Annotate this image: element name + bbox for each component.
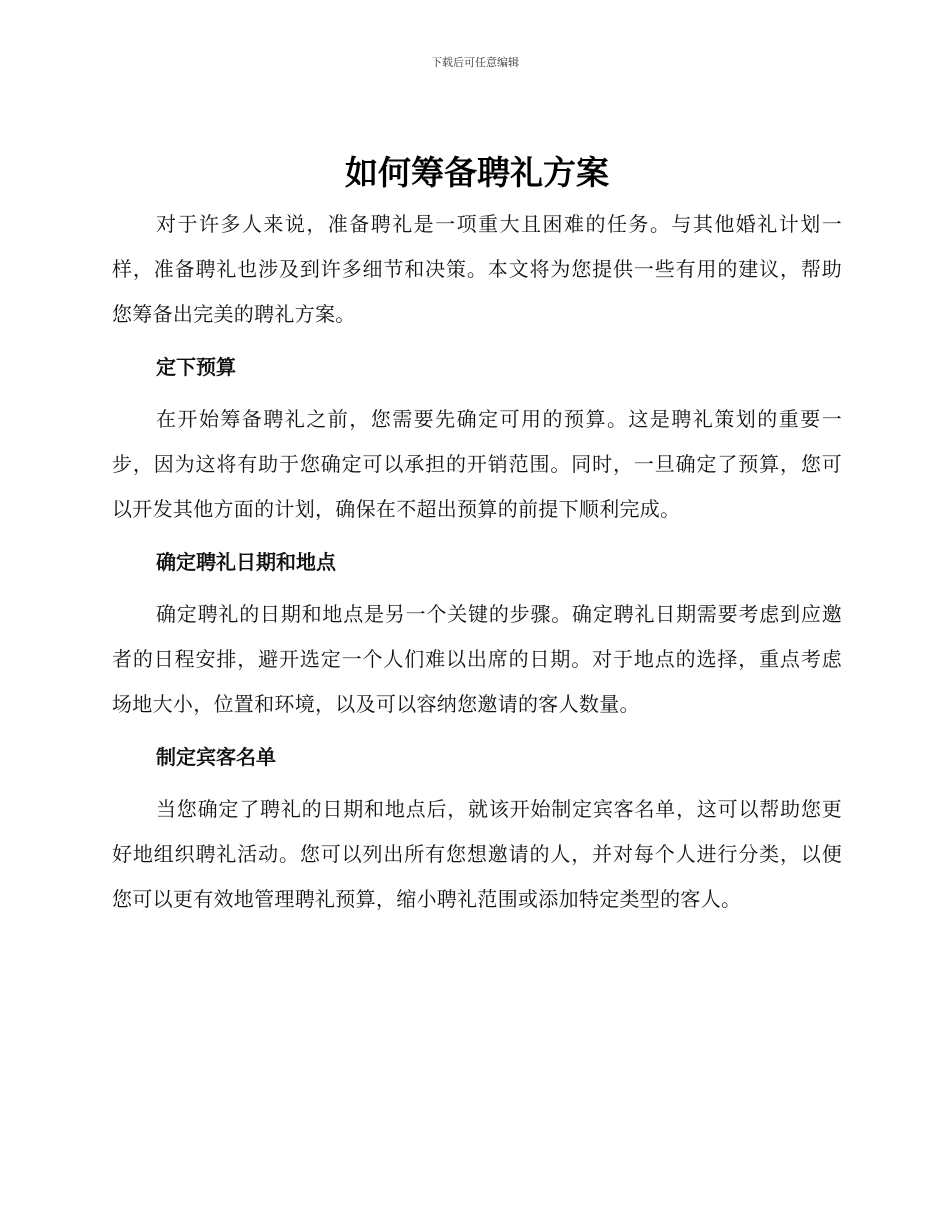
section-paragraph-guest-list: 当您确定了聘礼的日期和地点后，就该开始制定宾客名单，这可以帮助您更好地组织聘礼活动。您可以列出所有您想邀请的人，并对每个人进行分类，以便您可以更有效地管理聘礼预算，缩小聘礼范围或添加特定类型的客人。 bbox=[112, 797, 842, 911]
section-heading-budget: 定下预算 bbox=[156, 355, 236, 379]
document-title: 如何筹备聘礼方案 bbox=[345, 153, 609, 192]
section-paragraph-budget: 在开始筹备聘礼之前，您需要先确定可用的预算。这是聘礼策划的重要一步，因为这将有助于您确定可以承担的开销范围。同时，一旦确定了预算，您可以开发其他方面的计划，确保在不超出预算的前提下顺利完成。 bbox=[112, 407, 842, 521]
section-paragraph-date-location: 确定聘礼的日期和地点是另一个关键的步骤。确定聘礼日期需要考虑到应邀者的日程安排，避开选定一个人们难以出席的日期。对于地点的选择，重点考虑场地大小，位置和环境，以及可以容纳您邀请的客人数量。 bbox=[112, 602, 842, 716]
intro-paragraph: 对于许多人来说，准备聘礼是一项重大且困难的任务。与其他婚礼计划一样，准备聘礼也涉及到许多细节和决策。本文将为您提供一些有用的建议，帮助您筹备出完美的聘礼方案。 bbox=[112, 212, 842, 326]
document-body bbox=[112, 150, 842, 922]
section-heading-date-location: 确定聘礼日期和地点 bbox=[156, 550, 336, 574]
section-heading-guest-list: 制定宾客名单 bbox=[156, 745, 276, 769]
header-note: 下载后可任意编辑 bbox=[431, 56, 519, 69]
